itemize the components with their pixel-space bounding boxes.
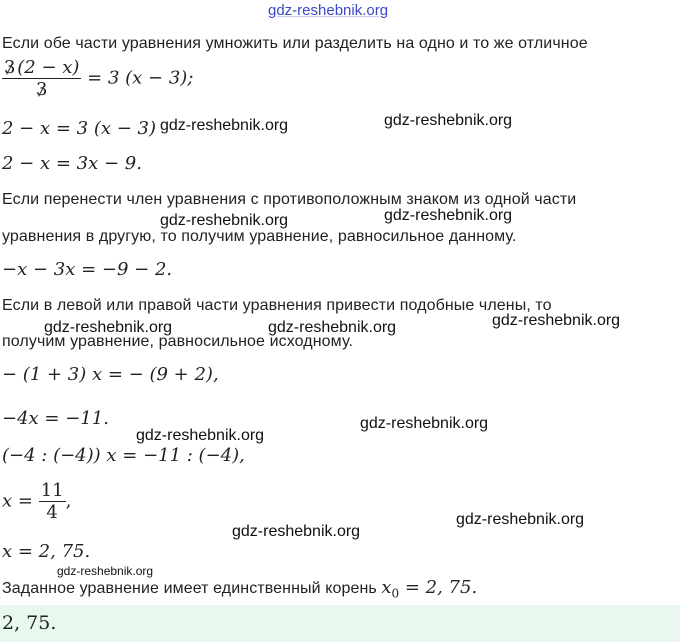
watermark: gdz-reshebnik.org bbox=[384, 207, 513, 224]
root-subscript: 0 bbox=[391, 586, 400, 601]
equation-5 bbox=[2, 364, 219, 385]
para-move-line-2: уравнения в другую, то получим уравнение, равносильное данному. bbox=[2, 228, 517, 245]
cancelled-three-denominator: 3 bbox=[35, 79, 48, 100]
conclusion-line bbox=[2, 577, 477, 601]
watermark: gdz-reshebnik.org bbox=[44, 319, 173, 336]
root-expression bbox=[381, 577, 478, 601]
watermark: gdz-reshebnik.org bbox=[160, 117, 289, 134]
fraction-rhs: = 3 (x − 3); bbox=[87, 67, 194, 89]
para-like-line-1: Если в левой или правой части уравнения привести подобные члены, то bbox=[2, 297, 552, 314]
fraction-eleven-fourths bbox=[39, 480, 66, 523]
answer-value: 2, 75. bbox=[2, 612, 57, 634]
root-variable: x bbox=[381, 577, 392, 598]
watermark: gdz-reshebnik.org bbox=[456, 511, 585, 528]
watermark-small: gdz-reshebnik.org bbox=[57, 564, 154, 578]
conclusion-text: Заданное уравнение имеет единственный корень bbox=[2, 580, 377, 597]
equation-9 bbox=[2, 541, 90, 562]
equation-2 bbox=[2, 118, 156, 139]
watermark: gdz-reshebnik.org bbox=[268, 319, 397, 336]
para-move-line-1: Если перенести член уравнения с противоположным знаком из одной части bbox=[2, 191, 577, 208]
equation-6 bbox=[2, 408, 109, 429]
fraction-numerator: (2 − x) bbox=[17, 57, 80, 78]
fraction-numerator-11: 11 bbox=[40, 480, 64, 501]
watermark: gdz-reshebnik.org bbox=[136, 427, 265, 444]
equation-8-lhs: x = bbox=[2, 490, 33, 512]
equation-7 bbox=[2, 445, 245, 466]
answer-box bbox=[0, 605, 680, 642]
para-like-line-2: получим уравнение, равносильное исходному. bbox=[2, 333, 353, 350]
equation-9-text: x = 2, 75. bbox=[2, 541, 91, 562]
equation-2-text: 2 − x = 3 (x − 3) bbox=[2, 118, 157, 139]
equation-3 bbox=[2, 153, 142, 174]
equation-fraction bbox=[2, 57, 193, 100]
equation-8-comma: , bbox=[65, 490, 72, 512]
watermark: gdz-reshebnik.org bbox=[232, 523, 361, 540]
root-value: = 2, 75. bbox=[404, 577, 478, 598]
equation-7-text: (−4 : (−4)) x = −11 : (−4), bbox=[2, 445, 245, 466]
equation-4 bbox=[2, 259, 172, 280]
equation-4-text: −x − 3x = −9 − 2. bbox=[2, 259, 173, 280]
watermark: gdz-reshebnik.org bbox=[492, 312, 621, 329]
fraction-left bbox=[2, 57, 81, 100]
equation-5-text: − (1 + 3) x = − (9 + 2), bbox=[2, 364, 219, 385]
watermark: gdz-reshebnik.org bbox=[160, 212, 289, 229]
watermark: gdz-reshebnik.org bbox=[384, 112, 513, 129]
equation-3-text: 2 − x = 3x − 9. bbox=[2, 153, 142, 174]
cancelled-three-numerator: 3 bbox=[4, 57, 16, 78]
fraction-denominator-4: 4 bbox=[46, 502, 58, 523]
equation-6-text: −4x = −11. bbox=[2, 408, 109, 429]
intro-text: Если обе части уравнения умножить или разделить на одно и то же отличное bbox=[2, 35, 588, 52]
equation-8 bbox=[2, 480, 71, 523]
watermark: gdz-reshebnik.org bbox=[360, 415, 489, 432]
watermark-top[interactable]: gdz-reshebnik.org bbox=[268, 2, 389, 19]
